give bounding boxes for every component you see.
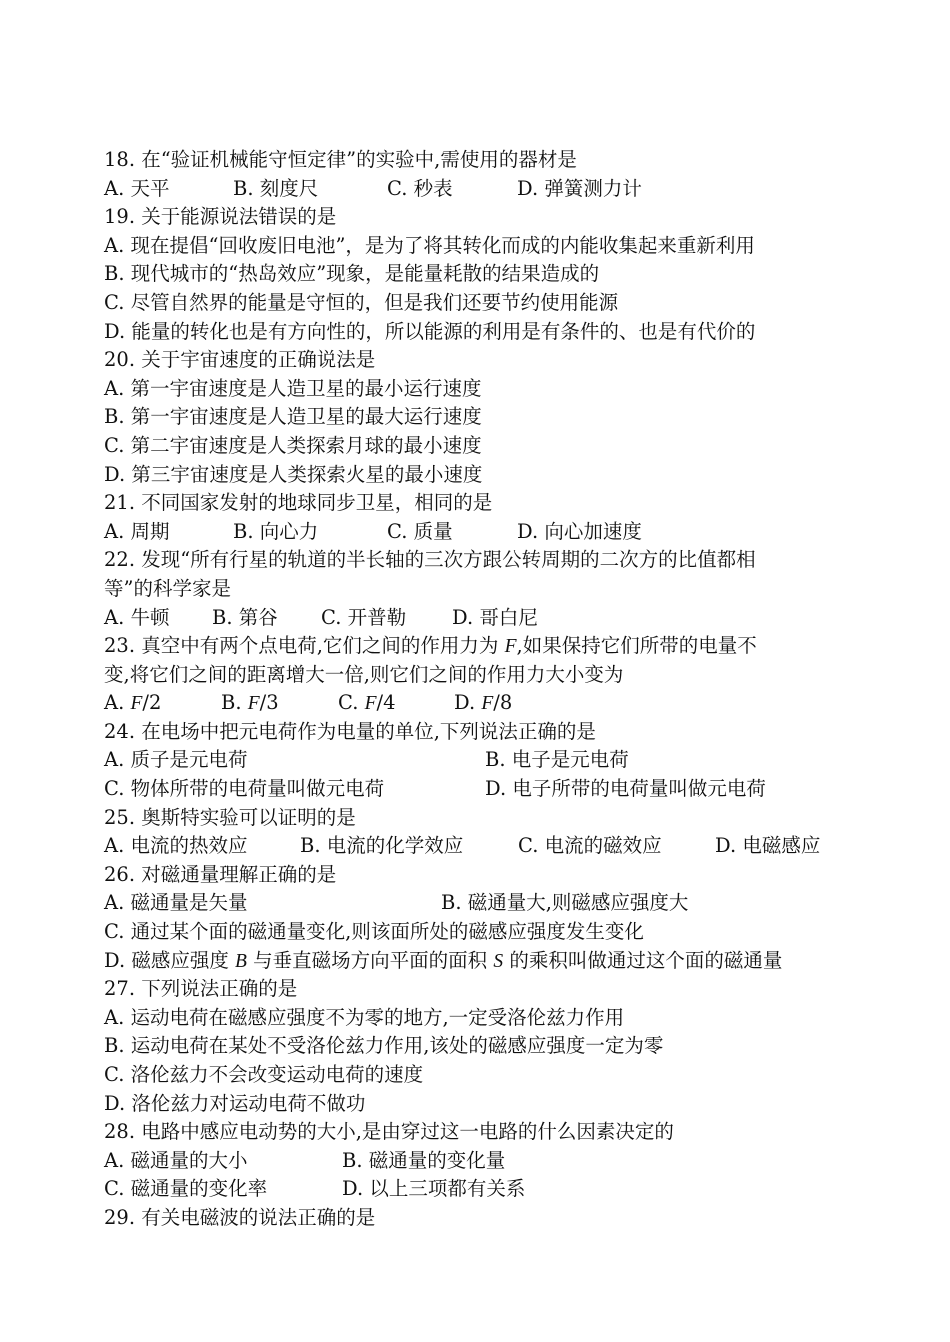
option-a: A. F/2 (104, 691, 162, 715)
stem-text: 23. 真空中有两个点电荷,它们之间的作用力为 (104, 634, 505, 658)
option-c: C. 质量 (387, 519, 453, 543)
option-c: C. 开普勒 (321, 605, 407, 629)
question-28-options-ab (104, 1147, 864, 1176)
question-23-stem-line2: 变,将它们之间的距离增大一倍,则它们之间的作用力大小变为 (104, 662, 624, 686)
question-27-stem: 27. 下列说法正确的是 (104, 977, 298, 1001)
option-b: B. 第谷 (212, 605, 278, 629)
option-b: B. 刻度尺 (233, 176, 319, 200)
question-25-options (104, 832, 864, 861)
option-b: B. 磁通量大,则磁感应强度大 (441, 891, 689, 915)
option-b: B. 电流的化学效应 (300, 834, 464, 858)
question-27-option-d: D. 洛伦兹力对运动电荷不做功 (104, 1091, 366, 1115)
question-28-stem: 28. 电路中感应电动势的大小,是由穿过这一电路的什么因素决定的 (104, 1120, 674, 1144)
option-b: B. 电子是元电荷 (485, 748, 629, 772)
question-24-stem: 24. 在电场中把元电荷作为电量的单位,下列说法正确的是 (104, 719, 596, 743)
question-27-option-a: A. 运动电荷在磁感应强度不为零的地方,一定受洛伦兹力作用 (104, 1005, 625, 1029)
option-d: D. 向心加速度 (517, 519, 642, 543)
option-d: D. 哥白尼 (452, 605, 538, 629)
question-20-option-b: B. 第一宇宙速度是人造卫星的最大运行速度 (104, 405, 482, 429)
stem-text: ,如果保持它们所带的电量不 (516, 634, 757, 658)
option-a: A. 磁通量是矢量 (104, 891, 248, 915)
question-18-stem: 18. 在“验证机械能守恒定律”的实验中,需使用的器材是 (104, 148, 577, 171)
question-20-option-d: D. 第三宇宙速度是人类探索火星的最小速度 (104, 462, 483, 486)
question-26-stem: 26. 对磁通量理解正确的是 (104, 862, 337, 886)
question-24-options-cd (104, 775, 864, 804)
question-19-option-d: D. 能量的转化也是有方向性的，所以能源的利用是有条件的、也是有代价的 (104, 319, 756, 343)
area-variable: S (493, 950, 504, 972)
option-d: D. 电磁感应 (715, 834, 821, 858)
option-a: A. 牛顿 (104, 605, 170, 629)
option-b: B. 磁通量的变化量 (342, 1148, 506, 1172)
option-c: C. 磁通量的变化率 (104, 1177, 268, 1201)
question-19-option-c: C. 尽管自然界的能量是守恒的，但是我们还要节约使用能源 (104, 290, 619, 314)
option-d: D. 电子所带的电荷量叫做元电荷 (485, 777, 766, 801)
question-22-stem-line2: 等”的科学家是 (104, 576, 231, 600)
question-22-options (104, 604, 864, 633)
question-18-options (104, 175, 864, 204)
question-27-option-b: B. 运动电荷在某处不受洛伦兹力作用,该处的磁感应强度一定为零 (104, 1034, 664, 1058)
exam-page (104, 146, 864, 1233)
question-19-stem: 19. 关于能源说法错误的是 (104, 205, 337, 229)
option-d: D. 以上三项都有关系 (342, 1177, 526, 1201)
option-a: A. 磁通量的大小 (104, 1148, 248, 1172)
option-d: D. 弹簧测力计 (517, 176, 642, 200)
option-c: C. 物体所带的电荷量叫做元电荷 (104, 777, 385, 801)
question-20-option-a: A. 第一宇宙速度是人造卫星的最小运行速度 (104, 376, 482, 400)
option-c: C. 秒表 (387, 176, 453, 200)
question-19-option-b: B. 现代城市的“热岛效应”现象，是能量耗散的结果造成的 (104, 262, 600, 286)
question-29-stem: 29. 有关电磁波的说法正确的是 (104, 1205, 376, 1229)
question-27-option-c: C. 洛伦兹力不会改变运动电荷的速度 (104, 1063, 424, 1086)
option-a: A. 质子是元电荷 (104, 748, 248, 772)
question-28-options-cd (104, 1175, 864, 1204)
question-20-option-c: C. 第二宇宙速度是人类探索月球的最小速度 (104, 433, 482, 457)
option-d: D. F/8 (454, 691, 513, 715)
question-20-stem: 20. 关于宇宙速度的正确说法是 (104, 348, 376, 372)
option-c: C. F/4 (338, 691, 396, 715)
option-a: A. 电流的热效应 (104, 834, 248, 858)
force-variable: F (504, 636, 517, 658)
option-c: C. 电流的磁效应 (518, 834, 662, 858)
question-21-options (104, 518, 864, 547)
question-26-option-d: D. 磁感应强度 B 与垂直磁场方向平面的面积 S 的乘积叫做通过这个面的磁通量 (104, 948, 783, 972)
question-19-option-a: A. 现在提倡“回收废旧电池”，是为了将其转化而成的内能收集起来重新利用 (104, 233, 755, 257)
question-23-options (104, 689, 864, 718)
question-23-stem-line1 (104, 632, 864, 661)
question-22-stem-line1: 22. 发现“所有行星的轨道的半长轴的三次方跟公转周期的二次方的比值都相 (104, 548, 756, 572)
question-26-option-c: C. 通过某个面的磁通量变化,则该面所处的磁感应强度发生变化 (104, 920, 644, 944)
option-a: A. 周期 (104, 519, 170, 543)
question-26-options-ab (104, 889, 864, 918)
option-b: B. 向心力 (233, 519, 319, 543)
option-a: A. 天平 (104, 176, 170, 200)
question-25-stem: 25. 奥斯特实验可以证明的是 (104, 805, 356, 829)
field-variable: B (235, 950, 247, 972)
question-24-options-ab (104, 746, 864, 775)
question-21-stem: 21. 不同国家发射的地球同步卫星，相同的是 (104, 491, 493, 515)
option-b: B. F/3 (221, 691, 279, 715)
